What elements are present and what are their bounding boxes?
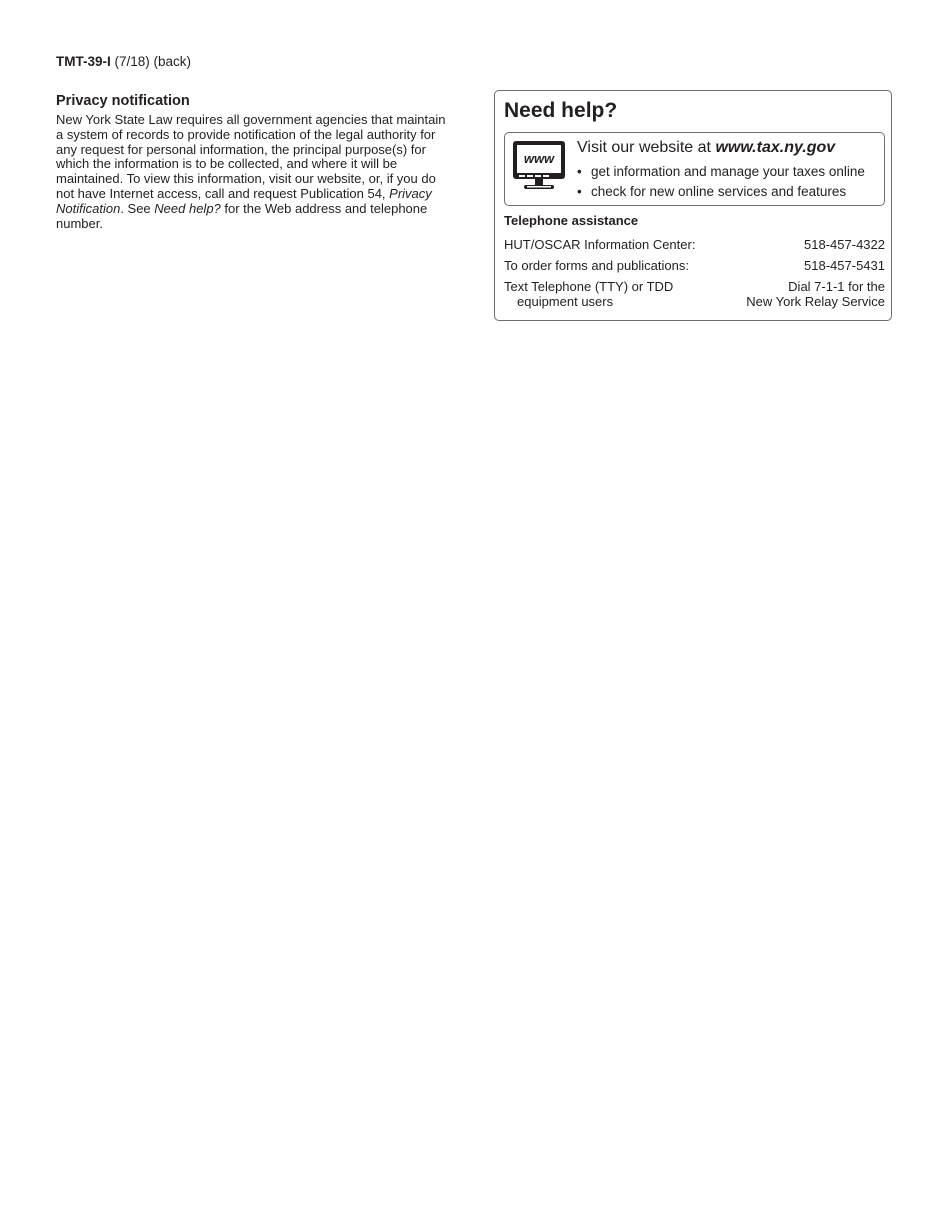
list-item [577,162,865,182]
telephone-assistance-heading: Telephone assistance [504,213,639,228]
privacy-text [56,113,456,231]
privacy-text-part-1: New York State Law requires all government agencies that maintain a system of records to provide notification of the legal authority for any request for personal information, the principal purpose(s) for which the information is to be collected, and where it will be maintained. To view this information, visit our website, or, if you do not have Internet access, call and request Publication 54, [56,112,446,201]
privacy-publication-title: Privacy Notification [56,185,432,216]
privacy-text-part-3: for the Web address and telephone number. [56,200,428,231]
telephone-value-line-2: New York Relay Service [746,293,885,309]
website-box [504,132,885,206]
telephone-label-line-2: equipment users [517,293,614,309]
telephone-number: 518-457-4322 [804,237,885,252]
list-item [577,182,865,202]
monitor-www-icon [512,140,566,192]
telephone-label: To order forms and publications: [504,258,689,273]
telephone-label-line-1: Text Telephone (TTY) or TDD [504,279,674,294]
form-revision: (7/18) (back) [110,54,192,69]
need-help-title: Need help? [504,99,618,122]
bullet-icon: • [577,164,582,179]
telephone-label [504,280,673,309]
privacy-text-part-2: . See [120,200,155,216]
website-features-list [577,162,865,202]
telephone-relay-info [746,280,885,309]
privacy-notification-section [56,93,456,231]
bullet-icon: • [577,184,582,199]
form-number: TMT-39-I [56,54,111,69]
telephone-value-line-1: Dial 7-1-1 for the [788,279,885,294]
telephone-number: 518-457-5431 [804,258,885,273]
privacy-need-help-reference: Need help? [154,200,221,216]
need-help-box [494,90,892,321]
website-feature-text: get information and manage your taxes online [591,164,865,179]
website-url-link[interactable]: www.tax.ny.gov [715,139,836,156]
telephone-label: HUT/OSCAR Information Center: [504,237,696,252]
form-identifier [56,54,191,69]
website-feature-text: check for new online services and features [591,184,847,199]
monitor-www-text: www [523,151,555,166]
website-line [577,139,835,157]
website-visit-label: Visit our website at [577,139,716,156]
privacy-title: Privacy notification [56,93,190,109]
